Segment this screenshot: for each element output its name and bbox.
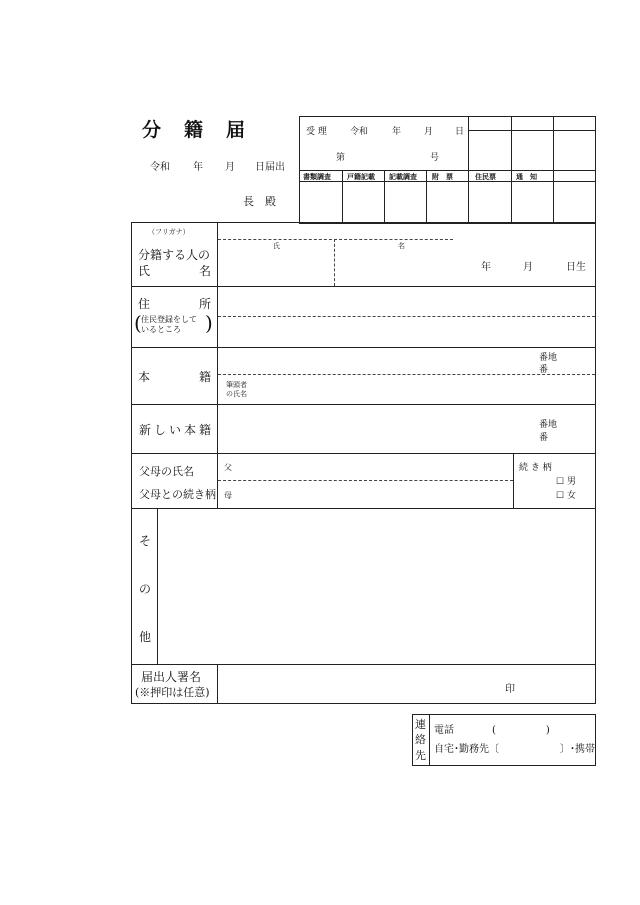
addressee: 長 殿 [243,195,276,208]
birth-month: 月 [523,262,533,273]
address-note-2: いるところ [141,325,181,334]
head-name-label-2: の氏名 [226,390,247,398]
other-label-2: の [139,582,152,596]
address-label-a: 住 [138,297,151,311]
contact-label-3: 先 [415,749,426,762]
male-label: 男 [566,477,576,487]
other-label-1: そ [139,534,152,548]
signature-input[interactable] [218,665,498,702]
address-note-1: 住民登録をして [141,315,197,324]
surname-field-label: 氏 [273,242,280,250]
phone-input[interactable]: ( ) [492,725,550,736]
name-label: 分籍する人の [138,248,211,262]
birth-year: 年 [481,262,491,273]
form-title: 分 籍 届 [142,119,248,141]
family-register-separation-form: 分 籍 届 令和 年 月 日届出 長 殿 受 理 令和 年 月 日 第 号 書類調査 戸籍記載 記載調査 附 票 住民票 通 知 （フリガナ） 分籍する人の 氏 名 氏 名 年 月 日生 住 所 ( ) 住民登録をして いるところ 本 籍 番地 番 筆頭者 の氏名 新しい本籍 番地 番 父母の氏名 父母との続き柄 父 母 続 き 柄 ☐ 男 ☐ 女 そ の 他 届出人署名 (※押印は任意) 印 連 絡 先 電話 ( ) 自宅･勤務先〔 〕･携帯 [0,0,640,905]
father-label: 父 [224,463,232,472]
contact-label-1: 連 [415,718,426,731]
female-label: 女 [566,491,576,501]
new-honseki-input[interactable] [218,405,528,452]
contact-label-2: 絡 [415,733,426,746]
head-name-label-1: 筆頭者 [226,381,247,389]
date-year: 年 [193,162,203,173]
name-label-given: 名 [199,264,212,278]
col-document-check: 書類調査 [303,172,331,181]
given-field-label: 名 [398,242,405,250]
new-honseki-ban: 番 [539,433,549,443]
col-notification: 通 知 [516,172,537,181]
head-name-input[interactable] [260,376,594,403]
seal-mark: 印 [505,684,515,695]
name-label-surname: 氏 [138,264,151,278]
birth-day: 日生 [566,262,586,273]
new-honseki-label: 新しい本籍 [139,423,215,437]
new-honseki-banchi: 番地 [539,420,558,430]
furigana-label: （フリガナ） [148,228,190,236]
address-label-b: 所 [199,297,212,311]
col-attachment: 附 票 [432,172,453,181]
address-input[interactable] [218,287,595,346]
given-name-input[interactable] [336,240,453,285]
home-work-label: 自宅･勤務先〔 [434,744,499,755]
col-resident-record: 住民票 [475,172,496,181]
number-suffix: 号 [430,153,440,163]
seal-optional-note: (※押印は任意) [135,686,210,699]
date-day: 日届出 [255,162,285,173]
honseki-banchi: 番地 [539,353,558,363]
received-month: 月 [424,127,434,137]
received-year: 年 [392,127,402,137]
mother-label: 母 [224,491,232,500]
mother-name-input[interactable] [236,482,511,507]
date-era: 令和 [150,162,170,173]
honseki-input[interactable] [218,348,528,373]
parents-label: 父母の氏名 [139,465,194,478]
honseki-ban: 番 [539,365,549,375]
relation-heading: 続 き 柄 [519,463,552,473]
relation-label: 父母との続き柄 [139,488,216,501]
phone-label: 電話 [434,725,454,736]
date-month: 月 [225,162,235,173]
col-entry-check: 記載調査 [389,172,417,181]
col-register-entry: 戸籍記載 [347,172,375,181]
number-prefix: 第 [336,153,346,163]
home-work-input[interactable] [500,738,560,752]
received-day: 日 [455,127,465,137]
mobile-label: 〕･携帯 [560,744,595,755]
received-era: 令和 [350,127,369,137]
father-name-input[interactable] [236,455,511,479]
signature-label: 届出人署名 [141,670,202,684]
received-label: 受 理 [306,127,327,137]
male-checkbox[interactable]: ☐ 男 [556,477,576,487]
other-label-3: 他 [139,630,152,644]
other-input[interactable] [158,509,595,663]
honseki-label-b: 籍 [199,370,212,384]
female-checkbox[interactable]: ☐ 女 [556,491,576,501]
surname-input[interactable] [218,240,334,285]
honseki-label-a: 本 [138,370,151,384]
